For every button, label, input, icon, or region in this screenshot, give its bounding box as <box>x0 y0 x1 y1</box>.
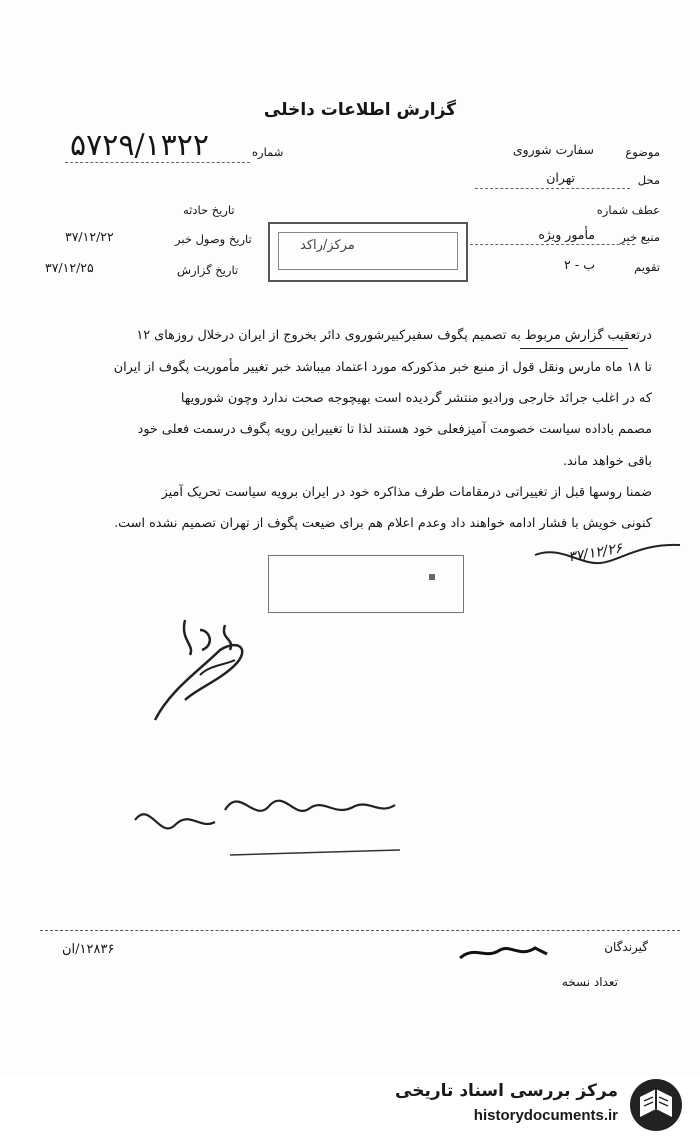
number-value: ۵۷۲۹/۱۳۲۲ <box>70 128 210 163</box>
received-date-value: ۳۷/۱۲/۲۲ <box>65 229 114 244</box>
body-line-7: کنونی خویش با فشار ادامه خواهند داد وعدم اعلام هم برای ضیعت پگوف از تهران تصمیم نشده است. <box>114 516 652 531</box>
bottom-separator <box>40 930 680 931</box>
subject-value: سفارت شوروی <box>512 142 594 157</box>
place-underline <box>475 188 630 189</box>
watermark-org-name: مرکز بررسی اسناد تاریخی <box>395 1081 618 1101</box>
number-label: شماره <box>252 145 284 159</box>
place-value: تهران <box>546 170 575 185</box>
source-value: مأمور ویژه <box>538 227 595 242</box>
middle-stamp <box>268 555 464 613</box>
report-date-label: تاریخ گزارش <box>177 263 239 277</box>
recipients-signature <box>455 940 550 966</box>
stamp-mark <box>429 574 435 580</box>
book-logo-icon <box>626 1077 686 1133</box>
received-stamp-text: مرکز/راکد <box>300 238 355 253</box>
evaluation-label: تقویم <box>634 260 660 274</box>
body-line-6: ضمنا روسها قبل از تغییراتی درمقامات طرف مذاکره خود در ایران برویه سیاست تحریک آمیز <box>161 485 652 500</box>
place-label: محل <box>637 173 660 187</box>
body-line-3: که در اغلب جرائد خارجی ورادیو منتشر گردیده است بهیچوجه صحت ندارد وچون شورویها <box>180 391 652 406</box>
number-underline <box>65 162 250 163</box>
event-date-label: تاریخ حادثه <box>183 203 235 217</box>
marginal-note: ۳۷/۱۲/۲۶ <box>567 540 624 566</box>
evaluation-value: ب - ۲ <box>564 257 595 272</box>
report-date-value: ۳۷/۱۲/۲۵ <box>45 260 94 275</box>
body-line-2: تا ۱۸ ماه مارس ونقل قول از منبع خبر مذکورکه مورد اعتماد میباشد خبر تغییر مأموریت پگوف از ایران <box>113 360 652 375</box>
copies-label: تعداد نسخه <box>561 975 618 989</box>
body-line-1: درتعقیب گزارش مربوط به تصمیم پگوف سفیرکبیرشوروی دائر بخروج از ایران درخلال روزهای ۱۲ <box>136 328 652 343</box>
source-underline <box>470 244 635 245</box>
code-value: ۱۲۸۳۶/ان <box>62 942 115 957</box>
received-stamp <box>268 222 468 282</box>
document-title: گزارش اطلاعات داخلی <box>263 100 457 120</box>
signature-initials <box>140 610 270 730</box>
recipients-label: گیرندگان <box>604 940 648 954</box>
source-label: منبع خبر <box>620 230 660 244</box>
received-date-label: تاریخ وصول خبر <box>175 232 252 246</box>
attachment-label: عطف شماره <box>596 203 660 217</box>
watermark-bar <box>0 1075 700 1137</box>
watermark-url: historydocuments.ir <box>473 1107 618 1124</box>
body-line-4: مصمم باداده سیاست خصومت آمیزفعلی خود هستند لذا تا تغییراین رویه پگوف درسمت فعلی خود <box>137 422 652 437</box>
body-underline <box>520 348 628 349</box>
body-line-5: باقی خواهد ماند. <box>562 454 652 469</box>
subject-label: موضوع <box>625 145 660 159</box>
